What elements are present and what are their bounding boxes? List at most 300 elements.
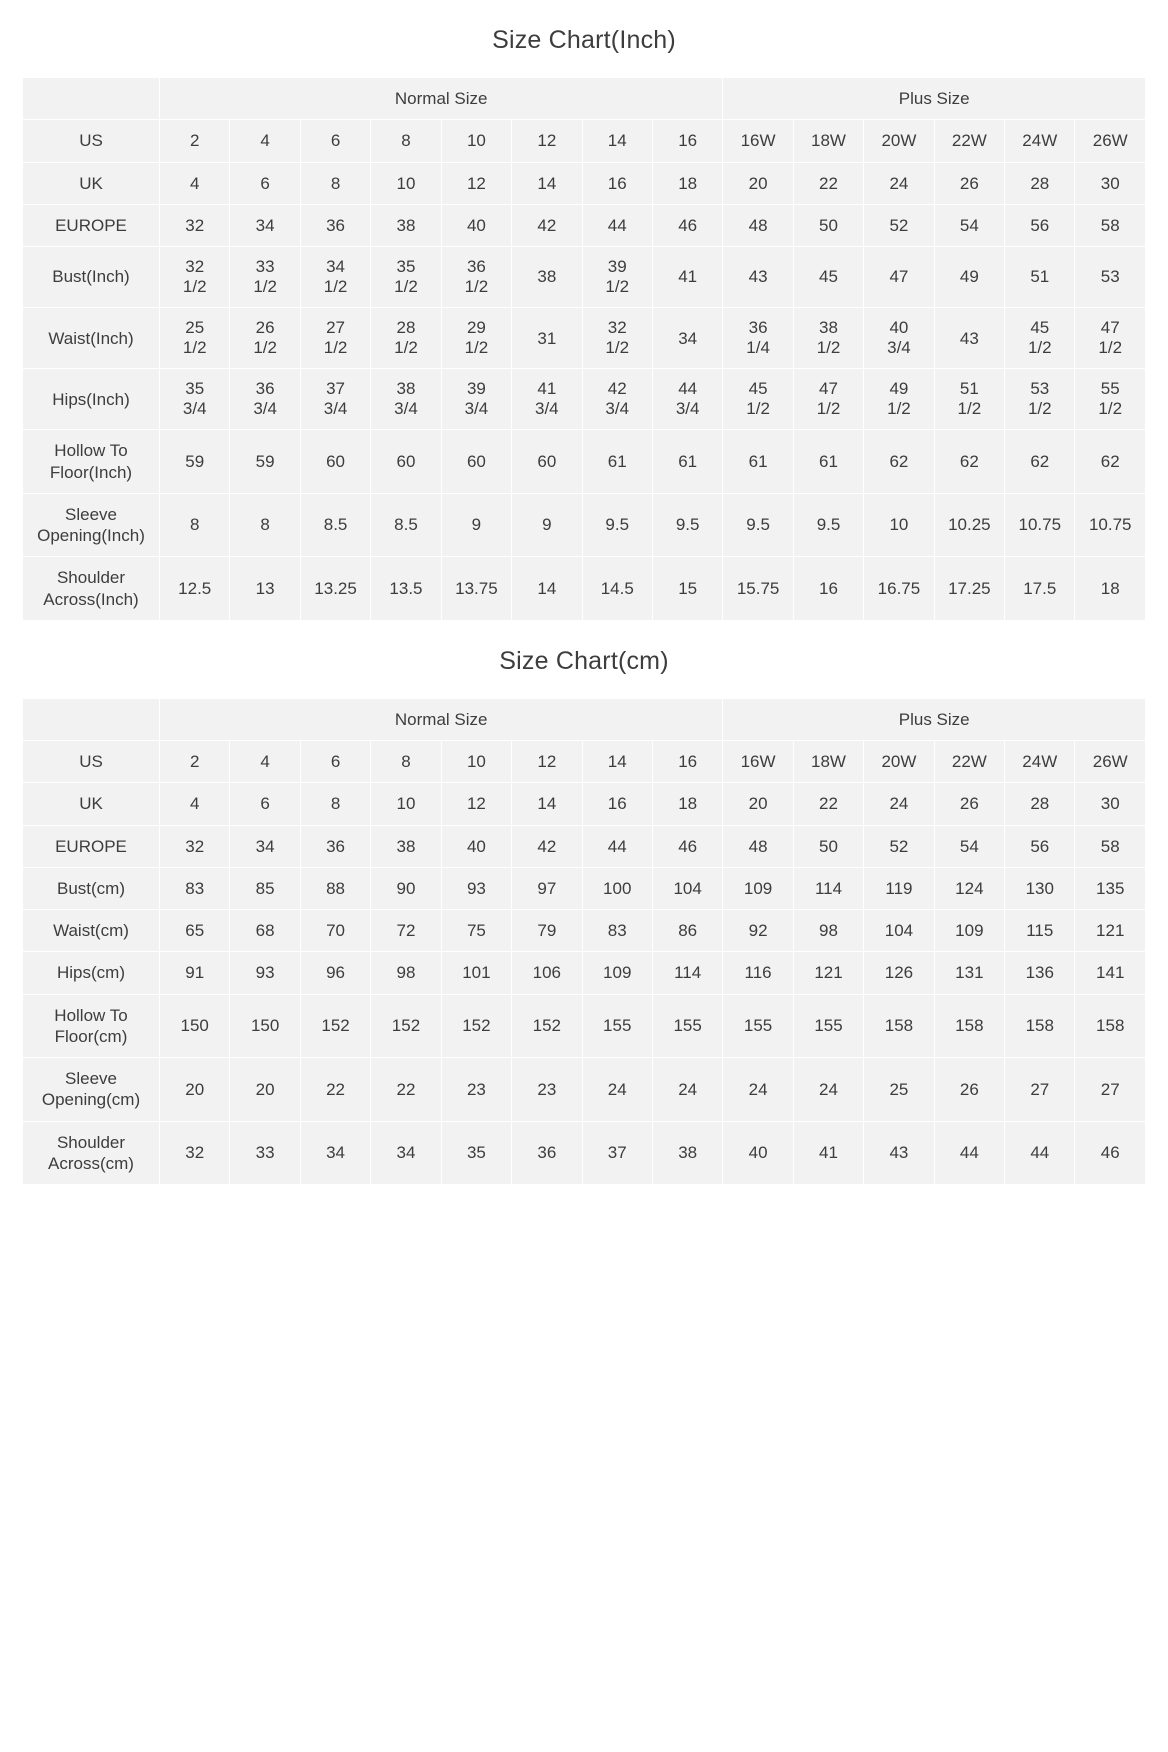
table-cell: 28 1/2	[371, 308, 441, 369]
table-cell: 34	[300, 1121, 370, 1185]
table-cell: 43	[723, 247, 793, 308]
table-cell: 9	[441, 493, 511, 557]
table-cell: 22W	[934, 741, 1004, 783]
table-cell: 47 1/2	[1075, 308, 1146, 369]
table-cell: 27	[1075, 1058, 1146, 1122]
table-cell: 62	[864, 430, 934, 494]
table-cell: 16	[793, 557, 863, 621]
table-cell: 23	[441, 1058, 511, 1122]
table-row-header: Sleeve Opening(Inch)	[23, 493, 160, 557]
table-cell: 42 3/4	[582, 369, 652, 430]
table-cell: 26	[934, 1058, 1004, 1122]
table-cell: 20W	[864, 120, 934, 162]
table-cell: 106	[512, 952, 582, 994]
table-cell: 37 3/4	[300, 369, 370, 430]
table-cell: 60	[441, 430, 511, 494]
table-cell: 44 3/4	[652, 369, 722, 430]
table-row-header: Bust(Inch)	[23, 247, 160, 308]
table-cell: 35	[441, 1121, 511, 1185]
table-cell: 36 3/4	[230, 369, 300, 430]
table-cell: 28	[1005, 783, 1075, 825]
table-cell: 38 1/2	[793, 308, 863, 369]
table-cell: 97	[512, 867, 582, 909]
table-cell: 56	[1005, 204, 1075, 246]
table-group-header-row	[23, 78, 1146, 120]
chart-title: Size Chart(Inch)	[492, 26, 676, 54]
table-cell: 8	[300, 783, 370, 825]
table-row-header: Bust(cm)	[23, 867, 160, 909]
table-cell: 33 1/2	[230, 247, 300, 308]
table-cell: 2	[160, 120, 230, 162]
table-row	[23, 1058, 1146, 1122]
table-group-header-row	[23, 698, 1146, 740]
table-cell: 33	[230, 1121, 300, 1185]
table-cell: 10	[441, 741, 511, 783]
table-row	[23, 120, 1146, 162]
table-cell: 10	[371, 162, 441, 204]
table-cell: 93	[230, 952, 300, 994]
table-cell: 20	[230, 1058, 300, 1122]
table-cell: 10.75	[1005, 493, 1075, 557]
table-cell: 18W	[793, 120, 863, 162]
table-cell: 42	[512, 825, 582, 867]
table-cell: 14	[512, 783, 582, 825]
table-cell: 28	[1005, 162, 1075, 204]
table-row	[23, 493, 1146, 557]
table-row	[23, 308, 1146, 369]
table-cell: 46	[1075, 1121, 1146, 1185]
table-cell: 24	[582, 1058, 652, 1122]
table-cell: 114	[793, 867, 863, 909]
table-row	[23, 430, 1146, 494]
table-cell: 32 1/2	[582, 308, 652, 369]
table-cell: 96	[300, 952, 370, 994]
table-cell: 22	[793, 783, 863, 825]
table-cell: 40	[441, 204, 511, 246]
table-cell: 29 1/2	[441, 308, 511, 369]
table-cell: 36 1/2	[441, 247, 511, 308]
table-cell: 25 1/2	[160, 308, 230, 369]
table-row-header: US	[23, 741, 160, 783]
table-cell: 121	[793, 952, 863, 994]
size-chart-table	[22, 698, 1146, 1185]
table-cell: 24	[793, 1058, 863, 1122]
table-cell: 22	[371, 1058, 441, 1122]
table-cell: 55 1/2	[1075, 369, 1146, 430]
table-cell: 38	[371, 825, 441, 867]
table-cell: 20W	[864, 741, 934, 783]
table-cell: 36	[300, 204, 370, 246]
table-cell: 34	[230, 825, 300, 867]
table-cell: 16W	[723, 120, 793, 162]
table-cell: 46	[652, 204, 722, 246]
table-cell: 115	[1005, 910, 1075, 952]
table-cell: 116	[723, 952, 793, 994]
table-cell: 40 3/4	[864, 308, 934, 369]
table-cell: 8	[230, 493, 300, 557]
table-row-header: UK	[23, 783, 160, 825]
table-row-header: Shoulder Across(Inch)	[23, 557, 160, 621]
table-cell: 20	[160, 1058, 230, 1122]
table-cell: 58	[1075, 204, 1146, 246]
table-cell: 50	[793, 204, 863, 246]
table-row	[23, 910, 1146, 952]
table-cell: 83	[582, 910, 652, 952]
table-cell: 48	[723, 204, 793, 246]
table-cell: 35 1/2	[371, 247, 441, 308]
table-cell: 56	[1005, 825, 1075, 867]
table-cell: 32	[160, 1121, 230, 1185]
table-cell: 48	[723, 825, 793, 867]
table-cell: 51 1/2	[934, 369, 1004, 430]
table-cell: 155	[582, 994, 652, 1058]
table-cell: 61	[723, 430, 793, 494]
table-cell: 152	[512, 994, 582, 1058]
table-cell: 9.5	[652, 493, 722, 557]
table-cell: 58	[1075, 825, 1146, 867]
table-cell: 39 1/2	[582, 247, 652, 308]
table-row-header: US	[23, 120, 160, 162]
table-corner-cell	[23, 698, 160, 740]
table-cell: 4	[160, 783, 230, 825]
table-cell: 8.5	[300, 493, 370, 557]
table-cell: 44	[1005, 1121, 1075, 1185]
table-cell: 92	[723, 910, 793, 952]
table-cell: 6	[300, 120, 370, 162]
table-cell: 16	[582, 162, 652, 204]
table-cell: 9	[512, 493, 582, 557]
table-cell: 24W	[1005, 741, 1075, 783]
table-cell: 10	[441, 120, 511, 162]
table-cell: 34	[230, 204, 300, 246]
table-cell: 12	[441, 783, 511, 825]
table-cell: 16W	[723, 741, 793, 783]
table-cell: 8	[160, 493, 230, 557]
table-cell: 38	[512, 247, 582, 308]
table-cell: 93	[441, 867, 511, 909]
table-cell: 26	[934, 783, 1004, 825]
table-cell: 24	[652, 1058, 722, 1122]
table-cell: 17.25	[934, 557, 1004, 621]
table-cell: 8.5	[371, 493, 441, 557]
table-cell: 26W	[1075, 741, 1146, 783]
table-cell: 52	[864, 204, 934, 246]
table-row	[23, 867, 1146, 909]
table-cell: 32	[160, 204, 230, 246]
table-cell: 59	[230, 430, 300, 494]
charts-container	[22, 0, 1146, 1185]
table-cell: 41	[793, 1121, 863, 1185]
table-cell: 91	[160, 952, 230, 994]
table-cell: 24	[864, 783, 934, 825]
table-cell: 27 1/2	[300, 308, 370, 369]
table-cell: 24W	[1005, 120, 1075, 162]
table-cell: 20	[723, 162, 793, 204]
table-cell: 98	[793, 910, 863, 952]
table-cell: 34	[652, 308, 722, 369]
table-cell: 8	[300, 162, 370, 204]
table-cell: 36	[512, 1121, 582, 1185]
table-row-header: Shoulder Across(cm)	[23, 1121, 160, 1185]
table-cell: 44	[582, 825, 652, 867]
table-row	[23, 1121, 1146, 1185]
table-cell: 109	[582, 952, 652, 994]
table-cell: 22	[793, 162, 863, 204]
table-cell: 79	[512, 910, 582, 952]
table-cell: 152	[300, 994, 370, 1058]
table-cell: 150	[230, 994, 300, 1058]
table-cell: 4	[160, 162, 230, 204]
table-cell: 47 1/2	[793, 369, 863, 430]
table-row	[23, 247, 1146, 308]
table-cell: 6	[230, 783, 300, 825]
table-group-header: Plus Size	[723, 78, 1146, 120]
table-row	[23, 994, 1146, 1058]
table-cell: 68	[230, 910, 300, 952]
table-cell: 86	[652, 910, 722, 952]
table-row	[23, 783, 1146, 825]
table-cell: 41 3/4	[512, 369, 582, 430]
table-cell: 121	[1075, 910, 1146, 952]
table-cell: 16	[652, 741, 722, 783]
table-cell: 53 1/2	[1005, 369, 1075, 430]
table-row	[23, 369, 1146, 430]
table-cell: 16	[652, 120, 722, 162]
table-cell: 41	[652, 247, 722, 308]
table-cell: 40	[723, 1121, 793, 1185]
table-cell: 88	[300, 867, 370, 909]
table-row-header: Hollow To Floor(Inch)	[23, 430, 160, 494]
table-row	[23, 162, 1146, 204]
table-row-header: Hips(Inch)	[23, 369, 160, 430]
table-cell: 47	[864, 247, 934, 308]
table-cell: 20	[723, 783, 793, 825]
table-cell: 22W	[934, 120, 1004, 162]
table-cell: 36	[300, 825, 370, 867]
table-cell: 14	[512, 162, 582, 204]
table-cell: 158	[864, 994, 934, 1058]
table-cell: 16.75	[864, 557, 934, 621]
table-cell: 158	[934, 994, 1004, 1058]
table-cell: 51	[1005, 247, 1075, 308]
table-cell: 49 1/2	[864, 369, 934, 430]
table-cell: 32 1/2	[160, 247, 230, 308]
table-cell: 14	[582, 741, 652, 783]
table-row-header: Sleeve Opening(cm)	[23, 1058, 160, 1122]
table-cell: 141	[1075, 952, 1146, 994]
table-cell: 17.5	[1005, 557, 1075, 621]
table-cell: 9.5	[723, 493, 793, 557]
table-cell: 14.5	[582, 557, 652, 621]
table-row-header: UK	[23, 162, 160, 204]
table-cell: 24	[864, 162, 934, 204]
table-cell: 38 3/4	[371, 369, 441, 430]
table-cell: 83	[160, 867, 230, 909]
table-cell: 53	[1075, 247, 1146, 308]
table-cell: 26 1/2	[230, 308, 300, 369]
chart-title: Size Chart(cm)	[499, 646, 669, 675]
table-cell: 36 1/4	[723, 308, 793, 369]
table-cell: 10.75	[1075, 493, 1146, 557]
table-row-header: Hollow To Floor(cm)	[23, 994, 160, 1058]
table-cell: 59	[160, 430, 230, 494]
table-cell: 155	[652, 994, 722, 1058]
table-cell: 13	[230, 557, 300, 621]
table-group-header: Normal Size	[160, 698, 723, 740]
table-cell: 155	[793, 994, 863, 1058]
table-cell: 43	[864, 1121, 934, 1185]
table-cell: 18	[1075, 557, 1146, 621]
table-cell: 61	[652, 430, 722, 494]
table-cell: 114	[652, 952, 722, 994]
table-cell: 72	[371, 910, 441, 952]
table-cell: 119	[864, 867, 934, 909]
table-cell: 136	[1005, 952, 1075, 994]
table-cell: 152	[441, 994, 511, 1058]
table-cell: 60	[300, 430, 370, 494]
table-cell: 35 3/4	[160, 369, 230, 430]
table-cell: 32	[160, 825, 230, 867]
table-cell: 62	[934, 430, 1004, 494]
table-cell: 31	[512, 308, 582, 369]
table-cell: 6	[300, 741, 370, 783]
table-cell: 62	[1005, 430, 1075, 494]
table-cell: 158	[1005, 994, 1075, 1058]
table-cell: 14	[582, 120, 652, 162]
table-cell: 155	[723, 994, 793, 1058]
table-cell: 46	[652, 825, 722, 867]
table-cell: 24	[723, 1058, 793, 1122]
table-cell: 65	[160, 910, 230, 952]
table-cell: 131	[934, 952, 1004, 994]
table-cell: 26	[934, 162, 1004, 204]
table-cell: 9.5	[793, 493, 863, 557]
size-chart-table	[22, 77, 1146, 621]
table-cell: 18	[652, 783, 722, 825]
table-cell: 101	[441, 952, 511, 994]
table-row	[23, 557, 1146, 621]
table-cell: 13.75	[441, 557, 511, 621]
table-row-header: EUROPE	[23, 204, 160, 246]
table-row	[23, 204, 1146, 246]
table-group-header: Normal Size	[160, 78, 723, 120]
table-cell: 8	[371, 741, 441, 783]
table-cell: 14	[512, 557, 582, 621]
table-cell: 10	[864, 493, 934, 557]
table-cell: 135	[1075, 867, 1146, 909]
table-cell: 12	[512, 120, 582, 162]
table-cell: 38	[371, 204, 441, 246]
table-cell: 90	[371, 867, 441, 909]
table-row-header: EUROPE	[23, 825, 160, 867]
table-cell: 61	[582, 430, 652, 494]
table-cell: 37	[582, 1121, 652, 1185]
table-cell: 75	[441, 910, 511, 952]
table-cell: 40	[441, 825, 511, 867]
table-cell: 39 3/4	[441, 369, 511, 430]
table-row	[23, 825, 1146, 867]
table-cell: 30	[1075, 162, 1146, 204]
table-cell: 109	[934, 910, 1004, 952]
table-cell: 10.25	[934, 493, 1004, 557]
table-cell: 109	[723, 867, 793, 909]
table-cell: 18W	[793, 741, 863, 783]
table-cell: 60	[512, 430, 582, 494]
table-cell: 18	[652, 162, 722, 204]
table-cell: 150	[160, 994, 230, 1058]
table-cell: 34	[371, 1121, 441, 1185]
table-cell: 152	[371, 994, 441, 1058]
table-cell: 49	[934, 247, 1004, 308]
table-cell: 15	[652, 557, 722, 621]
table-cell: 8	[371, 120, 441, 162]
table-cell: 54	[934, 825, 1004, 867]
table-cell: 15.75	[723, 557, 793, 621]
table-cell: 158	[1075, 994, 1146, 1058]
table-cell: 4	[230, 741, 300, 783]
table-cell: 126	[864, 952, 934, 994]
table-cell: 50	[793, 825, 863, 867]
table-corner-cell	[23, 78, 160, 120]
table-cell: 44	[582, 204, 652, 246]
table-row-header: Waist(Inch)	[23, 308, 160, 369]
table-cell: 12	[441, 162, 511, 204]
table-cell: 4	[230, 120, 300, 162]
table-cell: 104	[652, 867, 722, 909]
table-cell: 44	[934, 1121, 1004, 1185]
table-cell: 12.5	[160, 557, 230, 621]
table-cell: 62	[1075, 430, 1146, 494]
table-cell: 25	[864, 1058, 934, 1122]
table-row	[23, 952, 1146, 994]
table-cell: 16	[582, 783, 652, 825]
table-cell: 130	[1005, 867, 1075, 909]
table-cell: 70	[300, 910, 370, 952]
table-cell: 13.5	[371, 557, 441, 621]
table-cell: 30	[1075, 783, 1146, 825]
table-cell: 22	[300, 1058, 370, 1122]
table-cell: 61	[793, 430, 863, 494]
table-cell: 45 1/2	[723, 369, 793, 430]
table-cell: 26W	[1075, 120, 1146, 162]
table-cell: 60	[371, 430, 441, 494]
table-cell: 42	[512, 204, 582, 246]
table-row-header: Hips(cm)	[23, 952, 160, 994]
table-group-header: Plus Size	[723, 698, 1146, 740]
table-cell: 34 1/2	[300, 247, 370, 308]
table-cell: 38	[652, 1121, 722, 1185]
table-cell: 13.25	[300, 557, 370, 621]
table-cell: 45	[793, 247, 863, 308]
table-cell: 43	[934, 308, 1004, 369]
table-row	[23, 741, 1146, 783]
table-cell: 85	[230, 867, 300, 909]
table-cell: 9.5	[582, 493, 652, 557]
table-cell: 2	[160, 741, 230, 783]
table-cell: 12	[512, 741, 582, 783]
table-row-header: Waist(cm)	[23, 910, 160, 952]
table-cell: 104	[864, 910, 934, 952]
table-cell: 54	[934, 204, 1004, 246]
table-cell: 6	[230, 162, 300, 204]
table-cell: 124	[934, 867, 1004, 909]
table-cell: 45 1/2	[1005, 308, 1075, 369]
table-cell: 52	[864, 825, 934, 867]
table-cell: 100	[582, 867, 652, 909]
table-cell: 27	[1005, 1058, 1075, 1122]
table-cell: 98	[371, 952, 441, 994]
table-cell: 23	[512, 1058, 582, 1122]
